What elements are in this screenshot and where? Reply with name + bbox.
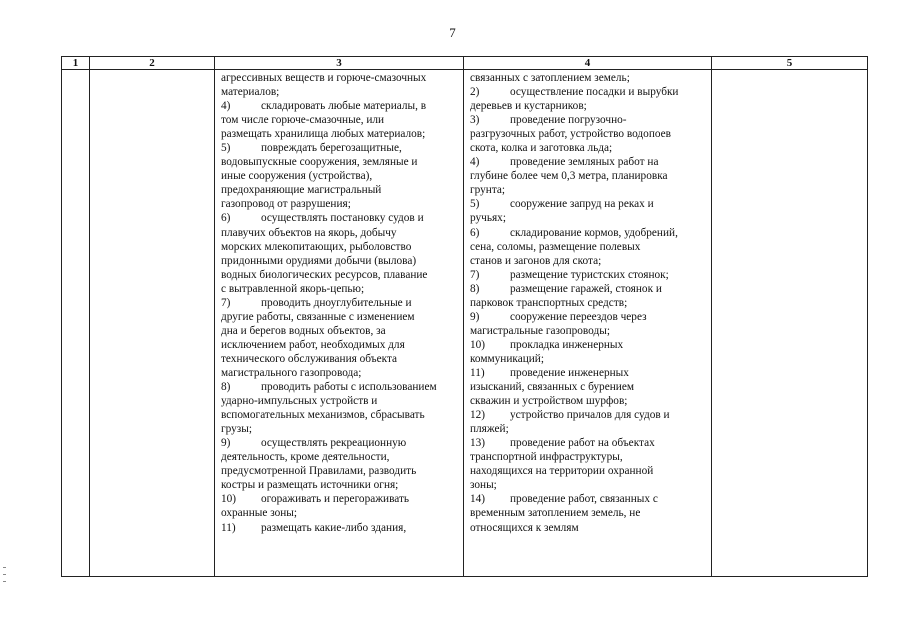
- line-text: проведение земляных работ на: [510, 156, 659, 169]
- text-line: [221, 408, 458, 422]
- text-line: [221, 366, 458, 380]
- line-text: глубине более чем 0,3 метра, планировка: [470, 170, 668, 183]
- text-line: [470, 155, 706, 169]
- line-text: грунта;: [470, 184, 506, 197]
- text-line: [221, 492, 458, 506]
- line-text: дна и берегов водных объектов, за: [221, 324, 386, 337]
- line-text: транспортной инфраструктуры,: [470, 451, 623, 464]
- line-text: предусмотренной Правилами, разводить: [221, 465, 417, 478]
- column-header-2: 2: [90, 57, 215, 70]
- line-text: сооружение переездов через: [510, 310, 647, 323]
- cell-col-1: [62, 70, 90, 577]
- text-line: [470, 268, 706, 282]
- table-header-row: [62, 57, 868, 70]
- scan-edge-marks: [3, 567, 9, 588]
- text-line: [221, 394, 458, 408]
- line-text: скважин и устройством шурфов;: [470, 395, 628, 408]
- line-text: плавучих объектов на якорь, добычу: [221, 226, 397, 239]
- cell-col-2: [90, 70, 215, 577]
- item-number: 8): [221, 381, 231, 394]
- page-number: 7: [449, 25, 456, 40]
- text-line: [221, 380, 458, 394]
- column-header-1: 1: [62, 57, 90, 70]
- item-number: 5): [470, 198, 480, 211]
- text-line: [470, 506, 706, 520]
- text-line: [221, 197, 458, 211]
- line-text: складировать любые материалы, в: [261, 100, 427, 113]
- line-text: иные сооружения (устройства),: [221, 170, 373, 183]
- cell-col-5: [712, 70, 868, 577]
- text-line: [221, 268, 458, 282]
- item-number: 9): [470, 310, 480, 323]
- line-text: размещение туристских стоянок;: [510, 268, 669, 281]
- line-text: проведение погрузочно-: [510, 114, 627, 127]
- permitted-works-list: [464, 70, 711, 576]
- line-text: придонными орудиями добычи (вылова): [221, 254, 417, 267]
- text-line: [221, 85, 458, 99]
- line-text: деятельность, кроме деятельности,: [221, 451, 390, 464]
- line-text: вспомогательных механизмов, сбрасывать: [221, 409, 425, 422]
- item-number: 12): [470, 409, 486, 422]
- line-text: размещать хранилища любых материалов;: [221, 128, 426, 141]
- text-line: [221, 141, 458, 155]
- line-text: деревьев и кустарников;: [470, 100, 587, 113]
- line-text: проведение работ на объектах: [510, 437, 655, 450]
- text-line: [221, 282, 458, 296]
- line-text: другие работы, связанные с изменением: [221, 310, 415, 323]
- line-text: материалов;: [221, 86, 280, 99]
- line-text: парковок транспортных средств;: [470, 296, 628, 309]
- line-text: повреждать берегозащитные,: [261, 142, 402, 155]
- line-text: относящихся к землям: [470, 521, 579, 534]
- item-number: 5): [221, 142, 231, 155]
- document-table: [61, 56, 868, 577]
- item-number: 8): [470, 282, 480, 295]
- text-line: [470, 464, 706, 478]
- item-number: 4): [470, 156, 480, 169]
- text-line: [470, 141, 706, 155]
- text-line: [470, 394, 706, 408]
- line-text: исключением работ, необходимых для: [221, 338, 405, 351]
- item-number: 6): [221, 212, 231, 225]
- cell-col-4: [464, 70, 712, 577]
- item-number: 13): [470, 437, 486, 450]
- item-number: 10): [221, 493, 237, 506]
- text-line: [470, 408, 706, 422]
- line-text: скота, колка и заготовка льда;: [470, 142, 613, 155]
- line-text: складирование кормов, удобрений,: [510, 226, 678, 239]
- line-text: огораживать и перегораживать: [261, 493, 410, 506]
- text-line: [221, 338, 458, 352]
- cell-col-3: [215, 70, 464, 577]
- text-line: [221, 240, 458, 254]
- text-line: [470, 282, 706, 296]
- text-line: [470, 478, 706, 492]
- text-line: [470, 127, 706, 141]
- column-header-3: 3: [215, 57, 464, 70]
- item-number: 7): [221, 296, 231, 309]
- text-line: [221, 71, 458, 85]
- line-text: осуществлять рекреационную: [261, 437, 407, 450]
- text-line: [221, 422, 458, 436]
- line-text: охранные зоны;: [221, 507, 298, 520]
- text-line: [221, 352, 458, 366]
- text-line: [221, 310, 458, 324]
- column-header-4: 4: [464, 57, 712, 70]
- line-text: грузы;: [221, 423, 252, 436]
- line-text: изысканий, связанных с бурением: [470, 381, 634, 394]
- text-line: [221, 99, 458, 113]
- line-text: устройство причалов для судов и: [510, 409, 670, 422]
- text-line: [221, 211, 458, 225]
- line-text: предохраняющие магистральный: [221, 184, 382, 197]
- line-text: связанных с затоплением земель;: [470, 72, 630, 84]
- item-number: 4): [221, 100, 231, 113]
- line-text: костры и размещать источники огня;: [221, 479, 399, 492]
- line-text: проводить дноуглубительные и: [261, 296, 412, 309]
- text-line: [470, 183, 706, 197]
- line-text: с вытравленной якорь-цепью;: [221, 282, 365, 295]
- line-text: коммуникаций;: [470, 352, 544, 365]
- text-line: [221, 324, 458, 338]
- line-text: агрессивных веществ и горюче-смазочных: [221, 72, 427, 84]
- item-number: 6): [470, 226, 480, 239]
- line-text: проводить работы с использованием: [261, 381, 437, 394]
- line-text: газопровод от разрушения;: [221, 198, 351, 211]
- text-line: [470, 296, 706, 310]
- line-text: технического обслуживания объекта: [221, 352, 398, 365]
- line-text: разгрузочных работ, устройство водопоев: [470, 128, 672, 141]
- line-text: прокладка инженерных: [510, 338, 624, 351]
- text-line: [221, 155, 458, 169]
- text-line: [221, 436, 458, 450]
- text-line: [221, 127, 458, 141]
- text-line: [470, 71, 706, 85]
- line-text: пляжей;: [470, 423, 509, 436]
- line-text: осуществлять постановку судов и: [261, 212, 424, 225]
- text-line: [221, 521, 458, 535]
- text-line: [470, 310, 706, 324]
- text-line: [470, 169, 706, 183]
- line-text: сена, соломы, размещение полевых: [470, 240, 641, 253]
- line-text: сооружение запруд на реках и: [510, 198, 654, 211]
- text-line: [470, 85, 706, 99]
- line-text: магистрального газопровода;: [221, 366, 362, 379]
- restrictions-list: [215, 70, 463, 576]
- item-number: 14): [470, 493, 486, 506]
- text-line: [470, 113, 706, 127]
- line-text: водовыпускные сооружения, земляные и: [221, 156, 418, 169]
- text-line: [221, 113, 458, 127]
- text-line: [470, 380, 706, 394]
- text-line: [470, 240, 706, 254]
- item-number: 9): [221, 437, 231, 450]
- line-text: проведение работ, связанных с: [510, 493, 658, 506]
- text-line: [470, 211, 706, 225]
- line-text: том числе горюче-смазочные, или: [221, 114, 385, 127]
- line-text: размещение гаражей, стоянок и: [510, 282, 662, 295]
- table-row: [62, 70, 868, 577]
- line-text: ударно-импульсных устройств и: [221, 395, 378, 408]
- line-text: морских млекопитающих, рыболовство: [221, 240, 412, 253]
- line-text: станов и загонов для скота;: [470, 254, 602, 267]
- text-line: [221, 183, 458, 197]
- item-number: 11): [221, 521, 236, 534]
- item-number: 3): [470, 114, 480, 127]
- text-line: [221, 506, 458, 520]
- line-text: временным затоплением земель, не: [470, 507, 641, 520]
- text-line: [470, 324, 706, 338]
- text-line: [470, 99, 706, 113]
- text-line: [470, 492, 706, 506]
- text-line: [221, 478, 458, 492]
- text-line: [221, 254, 458, 268]
- item-number: 11): [470, 366, 485, 379]
- text-line: [221, 464, 458, 478]
- text-line: [470, 366, 706, 380]
- line-text: проведение инженерных: [510, 366, 629, 379]
- text-line: [470, 254, 706, 268]
- text-line: [470, 521, 706, 535]
- line-text: осуществление посадки и вырубки: [510, 86, 679, 99]
- text-line: [470, 352, 706, 366]
- line-text: зоны;: [470, 479, 497, 492]
- text-line: [470, 436, 706, 450]
- line-text: находящихся на территории охранной: [470, 465, 654, 478]
- column-header-5: 5: [712, 57, 868, 70]
- text-line: [470, 226, 706, 240]
- text-line: [221, 226, 458, 240]
- text-line: [470, 422, 706, 436]
- line-text: ручьях;: [470, 212, 506, 225]
- item-number: 2): [470, 86, 480, 99]
- line-text: магистральные газопроводы;: [470, 324, 610, 337]
- text-line: [470, 338, 706, 352]
- line-text: размещать какие-либо здания,: [261, 521, 407, 534]
- text-line: [221, 296, 458, 310]
- text-line: [221, 169, 458, 183]
- text-line: [470, 450, 706, 464]
- item-number: 10): [470, 338, 486, 351]
- item-number: 7): [470, 268, 480, 281]
- line-text: водных биологических ресурсов, плавание: [221, 268, 428, 281]
- text-line: [470, 197, 706, 211]
- text-line: [221, 450, 458, 464]
